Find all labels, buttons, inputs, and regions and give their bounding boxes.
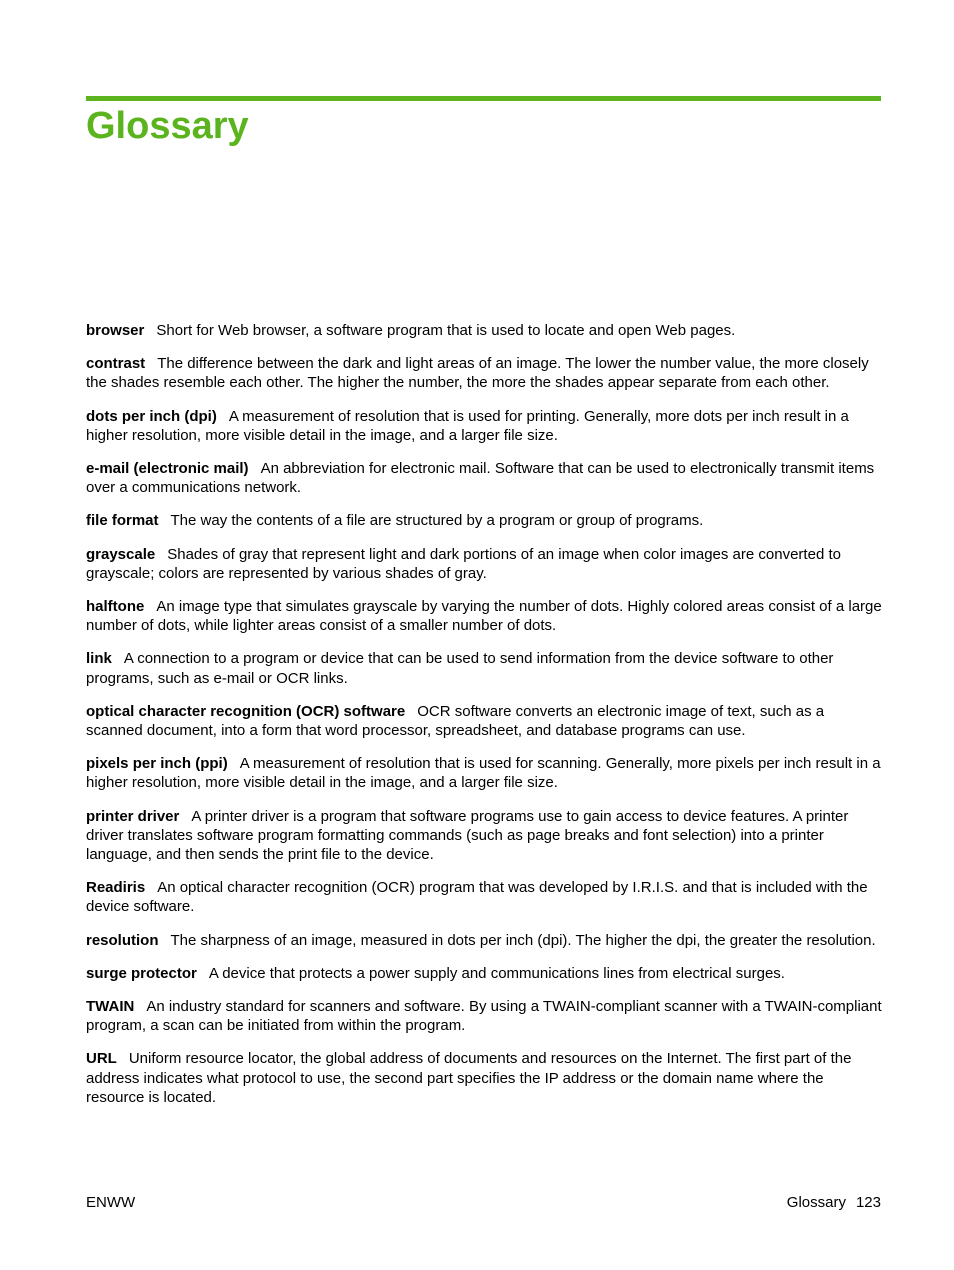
glossary-entry [86, 807, 884, 865]
glossary-definition: Uniform resource locator, the global address of documents and resources on the Internet. The first part of the address indicates what protocol to use, the second part specifies the IP address or the domain name where the resource is located. [86, 1050, 852, 1106]
glossary-entry [86, 511, 884, 530]
glossary-definition: A device that protects a power supply and communications lines from electrical surges. [208, 964, 785, 982]
glossary-entry [86, 964, 884, 983]
glossary-entry [86, 459, 884, 497]
footer-section: Glossary [786, 1194, 846, 1211]
glossary-entry [86, 997, 884, 1035]
glossary-entry [86, 649, 884, 687]
glossary-definition: An image type that simulates grayscale by varying the number of dots. Highly colored areas consist of a large number of dots, while lighter areas consist of a smaller number of dots. [86, 598, 882, 635]
glossary-definition: The way the contents of a file are structured by a program or group of programs. [170, 512, 704, 530]
glossary-entry [86, 702, 884, 740]
glossary-definition: An optical character recognition (OCR) program that was developed by I.R.I.S. and that is included with the device software. [86, 879, 868, 916]
glossary-term: TWAIN [86, 998, 135, 1016]
glossary-entry [86, 1049, 884, 1107]
glossary-definition: Short for Web browser, a software program that is used to locate and open Web pages. [156, 322, 736, 339]
glossary-term: browser [86, 322, 145, 339]
glossary-term: printer driver [86, 807, 180, 825]
glossary-definition: An abbreviation for electronic mail. Software that can be used to electronically transmit items over a communications network. [86, 460, 875, 497]
glossary-entry [86, 754, 884, 792]
glossary-entry [86, 545, 884, 583]
glossary-definition: A connection to a program or device that can be used to send information from the device software to other programs, such as e-mail or OCR links. [86, 650, 834, 687]
glossary-list [86, 321, 884, 1121]
glossary-term: contrast [86, 355, 146, 373]
glossary-definition: The difference between the dark and light areas of an image. The lower the number value, the more closely the shades resemble each other. The higher the number, the more the shades appear separate from each other. [86, 355, 869, 392]
glossary-term: file format [86, 512, 159, 530]
glossary-entry [86, 407, 884, 445]
glossary-term: grayscale [86, 545, 156, 563]
title-rule [86, 96, 881, 101]
glossary-entry [86, 321, 884, 340]
glossary-term: Readiris [86, 879, 146, 897]
page-title: Glossary [86, 105, 249, 147]
footer-page-info [787, 1193, 881, 1212]
glossary-entry [86, 354, 884, 392]
glossary-definition: A printer driver is a program that software programs use to gain access to device features. A printer driver translates software program formatting commands (such as page breaks and font selection) into a printer language, and then sends the print file to the device. [86, 807, 849, 864]
glossary-definition: An industry standard for scanners and software. By using a TWAIN-compliant scanner with a TWAIN-compliant program, a scan can be initiated from within the program. [86, 998, 882, 1035]
glossary-term: pixels per inch (ppi) [86, 755, 228, 773]
glossary-term: surge protector [86, 964, 197, 982]
glossary-definition: Shades of gray that represent light and dark portions of an image when color images are converted to grayscale; colors are represented by various shades of gray. [86, 545, 841, 582]
glossary-term: halftone [86, 598, 145, 616]
glossary-definition: A measurement of resolution that is used for scanning. Generally, more pixels per inch result in a higher resolution, more visible detail in the image, and a larger file size. [86, 755, 881, 792]
glossary-entry [86, 878, 884, 916]
page-number: 123 [855, 1194, 881, 1211]
footer-publisher: ENWW [86, 1194, 136, 1211]
glossary-term: URL [86, 1050, 117, 1068]
glossary-term: e-mail (electronic mail) [86, 460, 249, 478]
glossary-definition: The sharpness of an image, measured in dots per inch (dpi). The higher the dpi, the greater the resolution. [170, 931, 876, 949]
glossary-term: dots per inch (dpi) [86, 407, 217, 425]
glossary-term: resolution [86, 931, 159, 949]
glossary-term: link [86, 650, 112, 668]
glossary-definition: OCR software converts an electronic image of text, such as a scanned document, into a form that word processor, spreadsheet, and database programs can use. [86, 702, 825, 740]
glossary-definition: A measurement of resolution that is used for printing. Generally, more dots per inch result in a higher resolution, more visible detail in the image, and a larger file size. [86, 407, 849, 444]
glossary-entry [86, 597, 884, 635]
glossary-entry [86, 931, 884, 950]
glossary-term: optical character recognition (OCR) software [86, 702, 406, 720]
